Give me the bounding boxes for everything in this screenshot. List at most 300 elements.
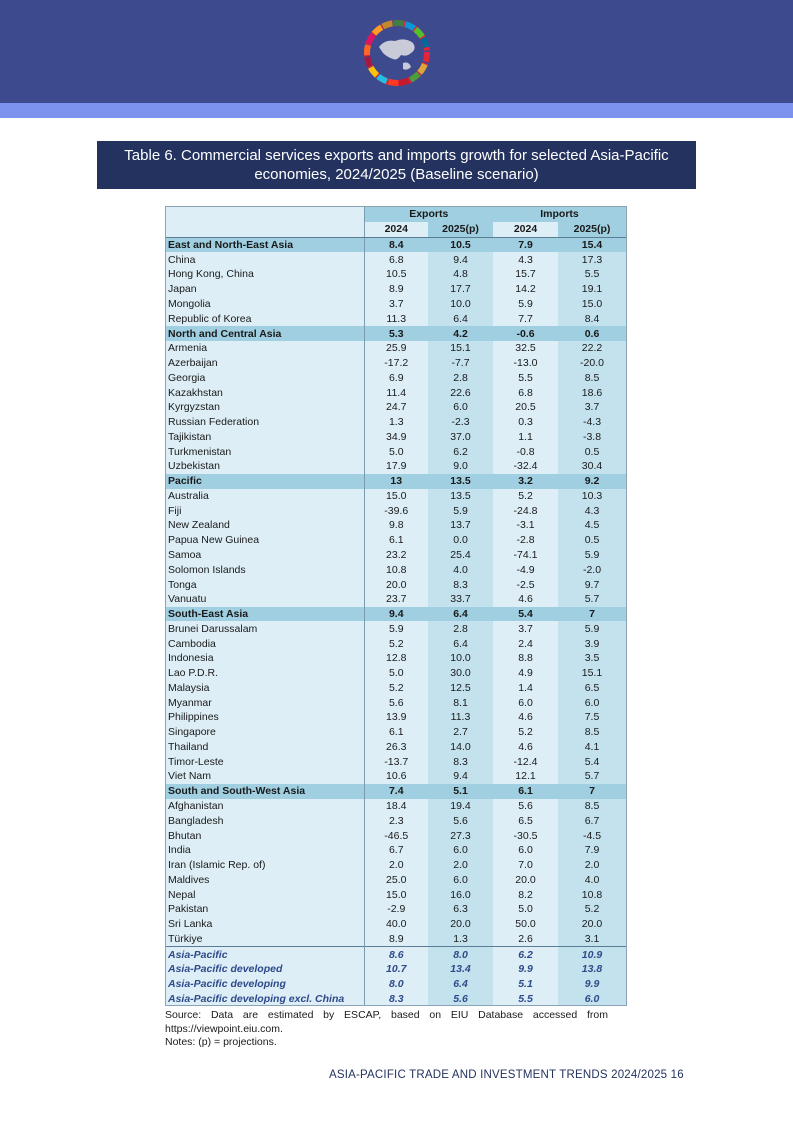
table-row bbox=[166, 444, 626, 459]
value-cell: 10.5 bbox=[364, 267, 428, 282]
value-cell: -7.7 bbox=[428, 356, 493, 371]
value-cell: 0.6 bbox=[558, 326, 626, 341]
page-footer: ASIA-PACIFIC TRADE AND INVESTMENT TRENDS 2024/2025 16 bbox=[329, 1069, 684, 1081]
value-cell: -4.3 bbox=[558, 415, 626, 430]
value-cell: 6.7 bbox=[364, 843, 428, 858]
notes-text: Notes: (p) = projections. bbox=[165, 1036, 277, 1048]
economy-name: Brunei Darussalam bbox=[166, 621, 364, 636]
value-cell: 25.0 bbox=[364, 872, 428, 887]
economy-name: Timor-Leste bbox=[166, 754, 364, 769]
value-cell: 7.9 bbox=[493, 237, 558, 252]
value-cell: 9.7 bbox=[558, 577, 626, 592]
value-cell: 8.3 bbox=[428, 577, 493, 592]
economy-name: Hong Kong, China bbox=[166, 267, 364, 282]
value-cell: 5.3 bbox=[364, 326, 428, 341]
value-cell: 8.2 bbox=[493, 887, 558, 902]
economy-name: Armenia bbox=[166, 341, 364, 356]
column-header: 2024 bbox=[493, 222, 558, 237]
economy-name: Azerbaijan bbox=[166, 356, 364, 371]
table-row bbox=[166, 725, 626, 740]
value-cell: 10.0 bbox=[428, 651, 493, 666]
value-cell: 8.4 bbox=[558, 311, 626, 326]
value-cell: 11.4 bbox=[364, 385, 428, 400]
economy-name: Turkmenistan bbox=[166, 444, 364, 459]
economy-name: Türkiye bbox=[166, 932, 364, 947]
value-cell: 9.4 bbox=[428, 769, 493, 784]
table-row bbox=[166, 252, 626, 267]
value-cell: 6.4 bbox=[428, 636, 493, 651]
value-cell: 6.0 bbox=[428, 843, 493, 858]
economy-name: Georgia bbox=[166, 370, 364, 385]
column-header: 2024 bbox=[364, 222, 428, 237]
value-cell: 34.9 bbox=[364, 429, 428, 444]
table-row bbox=[166, 489, 626, 504]
value-cell: 24.7 bbox=[364, 400, 428, 415]
value-cell: 2.0 bbox=[364, 858, 428, 873]
value-cell: 15.1 bbox=[428, 341, 493, 356]
value-cell: 5.6 bbox=[493, 799, 558, 814]
table-row bbox=[166, 754, 626, 769]
value-cell: -39.6 bbox=[364, 503, 428, 518]
value-cell: 5.0 bbox=[364, 666, 428, 681]
table-row bbox=[166, 503, 626, 518]
value-cell: 2.0 bbox=[428, 858, 493, 873]
value-cell: 37.0 bbox=[428, 429, 493, 444]
value-cell: 1.3 bbox=[364, 415, 428, 430]
value-cell: 10.8 bbox=[558, 887, 626, 902]
economy-name: Tonga bbox=[166, 577, 364, 592]
economy-name: China bbox=[166, 252, 364, 267]
value-cell: 0.5 bbox=[558, 533, 626, 548]
value-cell: -20.0 bbox=[558, 356, 626, 371]
value-cell: -0.6 bbox=[493, 326, 558, 341]
value-cell: 9.9 bbox=[493, 962, 558, 977]
value-cell: 5.2 bbox=[364, 636, 428, 651]
value-cell: -46.5 bbox=[364, 828, 428, 843]
value-cell: 8.4 bbox=[364, 237, 428, 252]
total-row bbox=[166, 992, 626, 1007]
economy-name: Asia-Pacific developing bbox=[166, 977, 364, 992]
region-row bbox=[166, 474, 626, 489]
value-cell: 8.5 bbox=[558, 725, 626, 740]
value-cell: 6.7 bbox=[558, 813, 626, 828]
value-cell: 5.9 bbox=[364, 621, 428, 636]
value-cell: 2.0 bbox=[558, 858, 626, 873]
value-cell: 20.0 bbox=[558, 917, 626, 932]
value-cell: 7.4 bbox=[364, 784, 428, 799]
economy-name: Lao P.D.R. bbox=[166, 666, 364, 681]
value-cell: 2.7 bbox=[428, 725, 493, 740]
value-cell: 6.1 bbox=[364, 533, 428, 548]
value-cell: 6.0 bbox=[428, 400, 493, 415]
value-cell: 17.7 bbox=[428, 282, 493, 297]
table-row bbox=[166, 651, 626, 666]
total-row bbox=[166, 947, 626, 962]
value-cell: 10.3 bbox=[558, 489, 626, 504]
economy-name: Asia-Pacific developed bbox=[166, 962, 364, 977]
value-cell: 6.2 bbox=[493, 947, 558, 962]
table-row bbox=[166, 858, 626, 873]
economy-name: Malaysia bbox=[166, 681, 364, 696]
value-cell: 17.3 bbox=[558, 252, 626, 267]
total-row bbox=[166, 962, 626, 977]
value-cell: -17.2 bbox=[364, 356, 428, 371]
value-cell: 32.5 bbox=[493, 341, 558, 356]
economy-name: Singapore bbox=[166, 725, 364, 740]
table-row bbox=[166, 710, 626, 725]
value-cell: -0.8 bbox=[493, 444, 558, 459]
value-cell: 4.0 bbox=[428, 562, 493, 577]
value-cell: -2.8 bbox=[493, 533, 558, 548]
economy-name: Kyrgyzstan bbox=[166, 400, 364, 415]
value-cell: 1.3 bbox=[428, 932, 493, 947]
economy-name: Pakistan bbox=[166, 902, 364, 917]
value-cell: 8.0 bbox=[428, 947, 493, 962]
value-cell: 4.2 bbox=[428, 326, 493, 341]
value-cell: 10.5 bbox=[428, 237, 493, 252]
economy-name: East and North-East Asia bbox=[166, 237, 364, 252]
value-cell: 7.0 bbox=[493, 858, 558, 873]
value-cell: 6.0 bbox=[558, 695, 626, 710]
value-cell: 2.6 bbox=[493, 932, 558, 947]
economy-name: Kazakhstan bbox=[166, 385, 364, 400]
table-row bbox=[166, 592, 626, 607]
value-cell: 5.5 bbox=[493, 370, 558, 385]
table-row bbox=[166, 932, 626, 947]
economy-name: South and South-West Asia bbox=[166, 784, 364, 799]
table-row bbox=[166, 518, 626, 533]
value-cell: 7.5 bbox=[558, 710, 626, 725]
value-cell: 20.0 bbox=[428, 917, 493, 932]
table-row bbox=[166, 548, 626, 563]
source-text: Source: Data are estimated by ESCAP, based on EIU Database accessed from https://viewpoint.eiu.com. bbox=[165, 1009, 608, 1035]
value-cell: 20.0 bbox=[493, 872, 558, 887]
value-cell: 5.1 bbox=[493, 977, 558, 992]
value-cell: 9.2 bbox=[558, 474, 626, 489]
value-cell: 5.2 bbox=[493, 489, 558, 504]
value-cell: 3.7 bbox=[558, 400, 626, 415]
year-header-row bbox=[166, 222, 626, 237]
table-row bbox=[166, 562, 626, 577]
economy-name: Philippines bbox=[166, 710, 364, 725]
value-cell: 3.5 bbox=[558, 651, 626, 666]
imports-header: Imports bbox=[493, 207, 626, 222]
table-row bbox=[166, 902, 626, 917]
economy-name: Uzbekistan bbox=[166, 459, 364, 474]
value-cell: 5.5 bbox=[493, 992, 558, 1007]
table-row bbox=[166, 429, 626, 444]
column-header: 2025(p) bbox=[558, 222, 626, 237]
value-cell: 6.0 bbox=[493, 843, 558, 858]
value-cell: 4.9 bbox=[493, 666, 558, 681]
value-cell: 5.9 bbox=[558, 548, 626, 563]
value-cell: 5.4 bbox=[558, 754, 626, 769]
value-cell: 6.1 bbox=[493, 784, 558, 799]
value-cell: 5.4 bbox=[493, 607, 558, 622]
table-row bbox=[166, 415, 626, 430]
region-row bbox=[166, 607, 626, 622]
value-cell: 25.9 bbox=[364, 341, 428, 356]
value-cell: 8.9 bbox=[364, 282, 428, 297]
table-row bbox=[166, 887, 626, 902]
value-cell: 9.9 bbox=[558, 977, 626, 992]
value-cell: 6.2 bbox=[428, 444, 493, 459]
value-cell: 30.0 bbox=[428, 666, 493, 681]
economy-name: Australia bbox=[166, 489, 364, 504]
value-cell: 1.1 bbox=[493, 429, 558, 444]
header-strip bbox=[0, 103, 793, 118]
value-cell: 4.3 bbox=[558, 503, 626, 518]
value-cell: 1.4 bbox=[493, 681, 558, 696]
value-cell: 5.9 bbox=[493, 297, 558, 312]
economy-name: Fiji bbox=[166, 503, 364, 518]
value-cell: 4.1 bbox=[558, 740, 626, 755]
value-cell: 13.8 bbox=[558, 962, 626, 977]
value-cell: -2.0 bbox=[558, 562, 626, 577]
value-cell: 40.0 bbox=[364, 917, 428, 932]
value-cell: 5.1 bbox=[428, 784, 493, 799]
value-cell: 10.8 bbox=[364, 562, 428, 577]
economy-name: Mongolia bbox=[166, 297, 364, 312]
value-cell: 0.3 bbox=[493, 415, 558, 430]
value-cell: 25.4 bbox=[428, 548, 493, 563]
value-cell: 6.4 bbox=[428, 311, 493, 326]
value-cell: 8.6 bbox=[364, 947, 428, 962]
value-cell: 4.8 bbox=[428, 267, 493, 282]
value-cell: 4.6 bbox=[493, 710, 558, 725]
economy-name: North and Central Asia bbox=[166, 326, 364, 341]
value-cell: 27.3 bbox=[428, 828, 493, 843]
value-cell: 5.9 bbox=[428, 503, 493, 518]
value-cell: 8.8 bbox=[493, 651, 558, 666]
table-row bbox=[166, 828, 626, 843]
value-cell: 10.7 bbox=[364, 962, 428, 977]
table-row bbox=[166, 681, 626, 696]
economy-name: Solomon Islands bbox=[166, 562, 364, 577]
value-cell: 5.2 bbox=[364, 681, 428, 696]
value-cell: -2.9 bbox=[364, 902, 428, 917]
value-cell: 3.7 bbox=[364, 297, 428, 312]
value-cell: 4.0 bbox=[558, 872, 626, 887]
value-cell: 5.6 bbox=[364, 695, 428, 710]
economy-name: Cambodia bbox=[166, 636, 364, 651]
economy-name: Republic of Korea bbox=[166, 311, 364, 326]
escap-sdg-logo bbox=[363, 19, 431, 87]
table-row bbox=[166, 799, 626, 814]
economy-name: Vanuatu bbox=[166, 592, 364, 607]
economy-name: Myanmar bbox=[166, 695, 364, 710]
value-cell: -74.1 bbox=[493, 548, 558, 563]
value-cell: 33.7 bbox=[428, 592, 493, 607]
value-cell: 6.4 bbox=[428, 607, 493, 622]
economy-name: Afghanistan bbox=[166, 799, 364, 814]
value-cell: 6.5 bbox=[493, 813, 558, 828]
value-cell: 13.7 bbox=[428, 518, 493, 533]
economy-name: Bangladesh bbox=[166, 813, 364, 828]
economy-name: Asia-Pacific bbox=[166, 947, 364, 962]
economy-name: Russian Federation bbox=[166, 415, 364, 430]
value-cell: 12.5 bbox=[428, 681, 493, 696]
value-cell: 4.6 bbox=[493, 740, 558, 755]
economy-name: South-East Asia bbox=[166, 607, 364, 622]
value-cell: 22.2 bbox=[558, 341, 626, 356]
table-row bbox=[166, 843, 626, 858]
table-row bbox=[166, 769, 626, 784]
table-row bbox=[166, 282, 626, 297]
value-cell: 11.3 bbox=[364, 311, 428, 326]
source-notes bbox=[165, 1009, 608, 1050]
value-cell: 30.4 bbox=[558, 459, 626, 474]
value-cell: 5.5 bbox=[558, 267, 626, 282]
value-cell: 15.1 bbox=[558, 666, 626, 681]
value-cell: 23.7 bbox=[364, 592, 428, 607]
table-row bbox=[166, 533, 626, 548]
table-row bbox=[166, 311, 626, 326]
value-cell: 0.5 bbox=[558, 444, 626, 459]
value-cell: 9.4 bbox=[428, 252, 493, 267]
value-cell: 5.0 bbox=[493, 902, 558, 917]
economy-name: Indonesia bbox=[166, 651, 364, 666]
value-cell: 5.7 bbox=[558, 769, 626, 784]
value-cell: 19.4 bbox=[428, 799, 493, 814]
value-cell: 11.3 bbox=[428, 710, 493, 725]
value-cell: 8.1 bbox=[428, 695, 493, 710]
economy-name: Asia-Pacific developing excl. China bbox=[166, 992, 364, 1007]
value-cell: 8.0 bbox=[364, 977, 428, 992]
economy-name: Sri Lanka bbox=[166, 917, 364, 932]
value-cell: 9.0 bbox=[428, 459, 493, 474]
table-row bbox=[166, 356, 626, 371]
economy-name: Papua New Guinea bbox=[166, 533, 364, 548]
table-row bbox=[166, 459, 626, 474]
economy-name: Samoa bbox=[166, 548, 364, 563]
table-row bbox=[166, 297, 626, 312]
table-row bbox=[166, 621, 626, 636]
value-cell: 2.3 bbox=[364, 813, 428, 828]
value-cell: 15.0 bbox=[364, 489, 428, 504]
value-cell: 5.9 bbox=[558, 621, 626, 636]
region-row bbox=[166, 237, 626, 252]
value-cell: 6.8 bbox=[364, 252, 428, 267]
value-cell: -30.5 bbox=[493, 828, 558, 843]
value-cell: 6.0 bbox=[558, 992, 626, 1007]
value-cell: 20.0 bbox=[364, 577, 428, 592]
table-row bbox=[166, 740, 626, 755]
value-cell: 15.0 bbox=[364, 887, 428, 902]
value-cell: 8.5 bbox=[558, 799, 626, 814]
value-cell: 23.2 bbox=[364, 548, 428, 563]
value-cell: 5.0 bbox=[364, 444, 428, 459]
value-cell: 6.1 bbox=[364, 725, 428, 740]
value-cell: 5.6 bbox=[428, 813, 493, 828]
value-cell: 6.0 bbox=[493, 695, 558, 710]
value-cell: 9.4 bbox=[364, 607, 428, 622]
value-cell: 8.3 bbox=[364, 992, 428, 1007]
value-cell: 9.8 bbox=[364, 518, 428, 533]
value-cell: 0.0 bbox=[428, 533, 493, 548]
table-title: Table 6. Commercial services exports and imports growth for selected Asia-Pacific economies, 2024/2025 (Baseline scenario) bbox=[97, 141, 696, 189]
value-cell: 8.5 bbox=[558, 370, 626, 385]
value-cell: 7.7 bbox=[493, 311, 558, 326]
value-cell: -13.7 bbox=[364, 754, 428, 769]
value-cell: 5.2 bbox=[493, 725, 558, 740]
value-cell: 10.6 bbox=[364, 769, 428, 784]
value-cell: 7 bbox=[558, 784, 626, 799]
total-row bbox=[166, 977, 626, 992]
economy-name: Pacific bbox=[166, 474, 364, 489]
value-cell: 8.9 bbox=[364, 932, 428, 947]
value-cell: 5.6 bbox=[428, 992, 493, 1007]
table-row bbox=[166, 385, 626, 400]
table-row bbox=[166, 400, 626, 415]
value-cell: 7 bbox=[558, 607, 626, 622]
value-cell: 13 bbox=[364, 474, 428, 489]
value-cell: 13.4 bbox=[428, 962, 493, 977]
table-row bbox=[166, 666, 626, 681]
value-cell: 2.8 bbox=[428, 621, 493, 636]
value-cell: 15.7 bbox=[493, 267, 558, 282]
value-cell: 22.6 bbox=[428, 385, 493, 400]
value-cell: 20.5 bbox=[493, 400, 558, 415]
value-cell: 15.0 bbox=[558, 297, 626, 312]
economy-name: Nepal bbox=[166, 887, 364, 902]
value-cell: 10.9 bbox=[558, 947, 626, 962]
value-cell: 10.0 bbox=[428, 297, 493, 312]
value-cell: 5.2 bbox=[558, 902, 626, 917]
value-cell: 2.4 bbox=[493, 636, 558, 651]
value-cell: 4.6 bbox=[493, 592, 558, 607]
value-cell: 3.1 bbox=[558, 932, 626, 947]
table-row bbox=[166, 636, 626, 651]
value-cell: 6.5 bbox=[558, 681, 626, 696]
economy-name: Japan bbox=[166, 282, 364, 297]
economy-name: Bhutan bbox=[166, 828, 364, 843]
value-cell: 15.4 bbox=[558, 237, 626, 252]
value-cell: 6.3 bbox=[428, 902, 493, 917]
value-cell: 14.0 bbox=[428, 740, 493, 755]
value-cell: -13.0 bbox=[493, 356, 558, 371]
value-cell: 14.2 bbox=[493, 282, 558, 297]
value-cell: 12.1 bbox=[493, 769, 558, 784]
table-row bbox=[166, 813, 626, 828]
value-cell: -2.3 bbox=[428, 415, 493, 430]
value-cell: 8.3 bbox=[428, 754, 493, 769]
value-cell: 6.8 bbox=[493, 385, 558, 400]
value-cell: -4.5 bbox=[558, 828, 626, 843]
region-row bbox=[166, 326, 626, 341]
economy-name: Viet Nam bbox=[166, 769, 364, 784]
value-cell: 6.4 bbox=[428, 977, 493, 992]
value-cell: 19.1 bbox=[558, 282, 626, 297]
value-cell: 13.5 bbox=[428, 489, 493, 504]
value-cell: -32.4 bbox=[493, 459, 558, 474]
economy-name: Maldives bbox=[166, 872, 364, 887]
value-cell: 18.4 bbox=[364, 799, 428, 814]
value-cell: 6.0 bbox=[428, 872, 493, 887]
table-row bbox=[166, 695, 626, 710]
services-growth-table bbox=[166, 207, 626, 1006]
exports-header: Exports bbox=[364, 207, 493, 222]
value-cell: 4.3 bbox=[493, 252, 558, 267]
column-header: 2025(p) bbox=[428, 222, 493, 237]
value-cell: 3.7 bbox=[493, 621, 558, 636]
economy-name: India bbox=[166, 843, 364, 858]
value-cell: -12.4 bbox=[493, 754, 558, 769]
economy-name: New Zealand bbox=[166, 518, 364, 533]
value-cell: 16.0 bbox=[428, 887, 493, 902]
value-cell: -2.5 bbox=[493, 577, 558, 592]
table-row bbox=[166, 872, 626, 887]
